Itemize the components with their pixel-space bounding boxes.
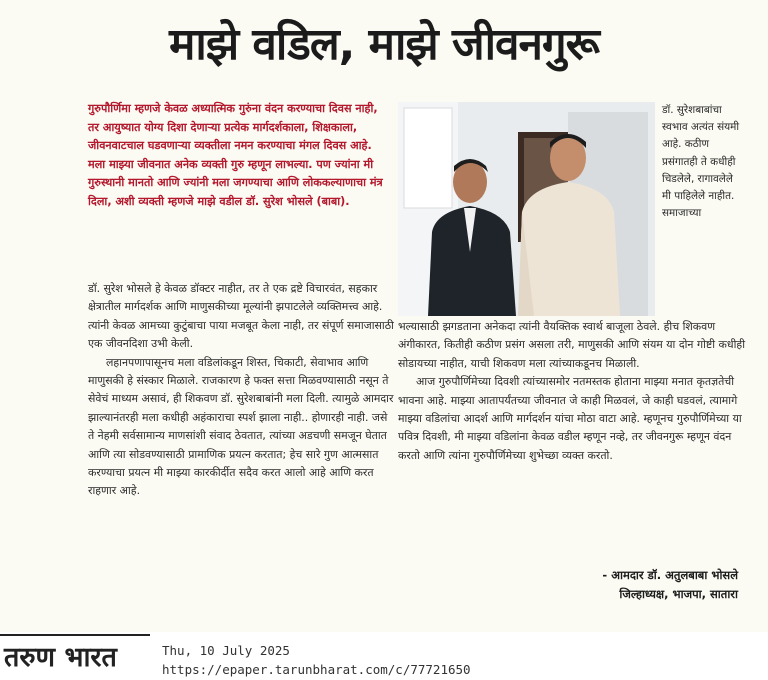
right-narrow-text: डॉ. सुरेशबाबांचा स्वभाव अत्यंत संयमी आहे. कठीण प्रसंगातही ते कधीही चिडलेले, रागावलेले मी पाहिलेले नाहीत. समाजाच्या	[662, 104, 740, 220]
author-designation: जिल्हाध्यक्ष, भाजपा, सातारा	[619, 587, 738, 601]
photo-illustration	[398, 102, 655, 316]
left-paragraph-2: लहानपणापासूनच मला वडिलांकडून शिस्त, चिकाटी, सेवाभाव आणि माणुसकी हे संस्कार मिळाले. राजकारण हे फक्त सत्ता मिळवण्यासाठी नसून ते सेवेचं माध्यम असावं, ही शिकवण डॉ. सुरेशबाबांनी मला दिली. त्यामुळे आमदार झाल्यानंतरही मला कधीही अहंकाराचा स्पर्श झाला नाही.. होणारही नाही. जसे ते नेहमी सर्वसामान्य माणसांशी संवाद ठेवतात, त्यांच्या अडचणी समजून घेतात आणि त्या सोडवण्यासाठी प्रामाणिक प्रयत्न करतात; हेच सारे गुण आत्मसात करण्याचा प्रयत्न मी माझ्या कारकीर्दीत सदैव करत आलो आहे आणि करत राहणार आहे.	[88, 355, 394, 498]
masthead-rule	[0, 634, 150, 636]
article-headline: माझे वडिल, माझे जीवनगुरू	[169, 19, 599, 70]
right-narrow-column	[662, 102, 744, 222]
publication-date: Thu, 10 July 2025	[162, 643, 290, 658]
right-paragraph-2: आज गुरुपौर्णिमेच्या दिवशी त्यांच्यासमोर नतमस्तक होताना माझ्या मनात कृतज्ञतेची भावना आहे. माझ्या आतापर्यंतच्या जीवनात जे काही मिळवलं, जे काही घडवलं, त्यामागे माझ्या वडिलांचा आदर्श आणि मार्गदर्शन यांचा मोठा वाटा आहे. म्हणूनच गुरुपौर्णिमेच्या या पवित्र दिवशी, मी माझ्या वडिलांना केवळ वडील म्हणून नव्हे, तर जीवनगुरू म्हणून वंदन करतो आणि त्यांना गुरुपौर्णिमेच्या शुभेच्छा व्यक्त करतो.	[398, 375, 742, 462]
epaper-url[interactable]: https://epaper.tarunbharat.com/c/77721650	[162, 662, 471, 677]
signature-block	[602, 566, 738, 604]
left-column	[88, 280, 394, 501]
newspaper-masthead: तरुण भारत	[4, 642, 117, 673]
author-name: - आमदार डॉ. अतुलबाबा भोसले	[602, 568, 738, 582]
right-column	[398, 318, 748, 465]
right-paragraph-1: भल्यासाठी झगडताना अनेकदा त्यांनी वैयक्तिक स्वार्थ बाजूला ठेवले. हीच शिकवण अंगीकारत, कितीही कठीण प्रसंग असला तरी, माणुसकी आणि संयम या दोन गोष्टी कधीही सोडायच्या नाहीत, याची शिकवण मला त्यांच्याकडूनच मिळाली.	[398, 320, 746, 370]
intro-paragraph	[88, 100, 388, 211]
intro-text: गुरुपौर्णिमा म्हणजे केवळ अध्यात्मिक गुरुंना वंदन करण्याचा दिवस नाही, तर आयुष्यात योग्य दिशा देणाऱ्या प्रत्येक मार्गदर्शकाला, शिक्षकाला, जीवनवाटचाल घडवणाऱ्या व्यक्तीला नमन करण्याचा मंगल दिवस आहे. मला माझ्या जीवनात अनेक व्यक्ती गुरु म्हणून लाभल्या. पण ज्यांना मी गुरुस्थानी मानतो आणि ज्यांनी मला जगण्याचा आणि लोककल्याणाचा मंत्र दिला, अशी व्यक्ती म्हणजे माझे वडील डॉ. सुरेश भोसले (बाबा).	[88, 102, 383, 208]
left-paragraph-1: डॉ. सुरेश भोसले हे केवळ डॉक्टर नाहीत, तर ते एक द्रष्टे विचारवंत, सहकार क्षेत्रातील मार्गदर्शक आणि माणुसकीच्या मूल्यांनी झपाटलेले व्यक्तिमत्त्व आहे. त्यांनी केवळ आमच्या कुटुंबाचा पाया मजबूत केला नाही, तर संपूर्ण समाजासाठी एक जीवनदिशा उभी केली.	[88, 282, 394, 351]
footer-meta	[162, 641, 471, 679]
article-photo	[398, 102, 655, 316]
